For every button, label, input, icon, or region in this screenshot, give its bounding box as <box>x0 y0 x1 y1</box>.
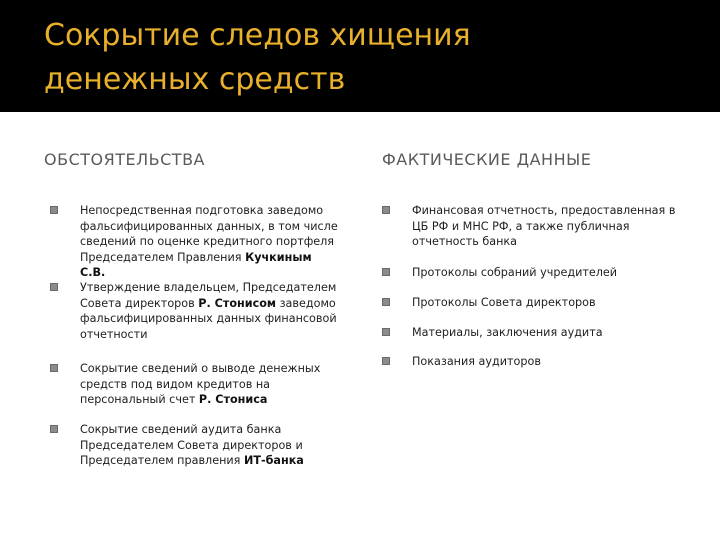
list-item-text: Непосредственная подготовка заведомо фальсифицированных данных, в том числе сведений по оценке кредитного портфеля Председателем Правления Кучкиным С.В. <box>80 204 338 279</box>
list-item <box>50 361 340 408</box>
list-item <box>382 295 682 311</box>
list-item-text: Сокрытие сведений о выводе денежных средств под видом кредитов на персональный счет Р. Стониса <box>80 362 321 406</box>
list-item-text: Сокрытие сведений аудита банка Председателем Совета директоров и Председателем правления ИТ-банка <box>80 423 304 467</box>
bullet-square-icon <box>382 206 390 214</box>
list-item <box>382 325 682 341</box>
list-item <box>50 203 340 281</box>
bullet-square-icon <box>382 357 390 365</box>
list-item <box>50 422 340 469</box>
list-item <box>50 280 340 342</box>
list-item <box>382 354 682 370</box>
list-item-text: Показания аудиторов <box>412 355 541 368</box>
bullet-square-icon <box>382 268 390 276</box>
list-item-text: Протоколы Совета директоров <box>412 296 596 309</box>
bullet-square-icon <box>50 283 58 291</box>
list-item <box>382 265 682 281</box>
right-column-header: ФАКТИЧЕСКИЕ ДАННЫЕ <box>382 150 592 169</box>
bullet-square-icon <box>50 364 58 372</box>
slide-title: Сокрытие следов хищения денежных средств <box>44 18 471 97</box>
list-item-text: Материалы, заключения аудита <box>412 326 603 339</box>
bullet-square-icon <box>50 206 58 214</box>
bullet-square-icon <box>50 425 58 433</box>
list-item-text: Утверждение владельцем, Председателем Совета директоров Р. Стонисом заведомо фальсифицированных данных финансовой отчетности <box>80 281 337 341</box>
list-item-text: Протоколы собраний учредителей <box>412 266 618 279</box>
list-item-text: Финансовая отчетность, предоставленная в ЦБ РФ и МНС РФ, а также публичная отчетность банка <box>412 204 676 248</box>
title-bar <box>0 0 720 112</box>
left-column-header: ОБСТОЯТЕЛЬСТВА <box>44 150 205 169</box>
bullet-square-icon <box>382 328 390 336</box>
bullet-square-icon <box>382 298 390 306</box>
list-item <box>382 203 682 250</box>
